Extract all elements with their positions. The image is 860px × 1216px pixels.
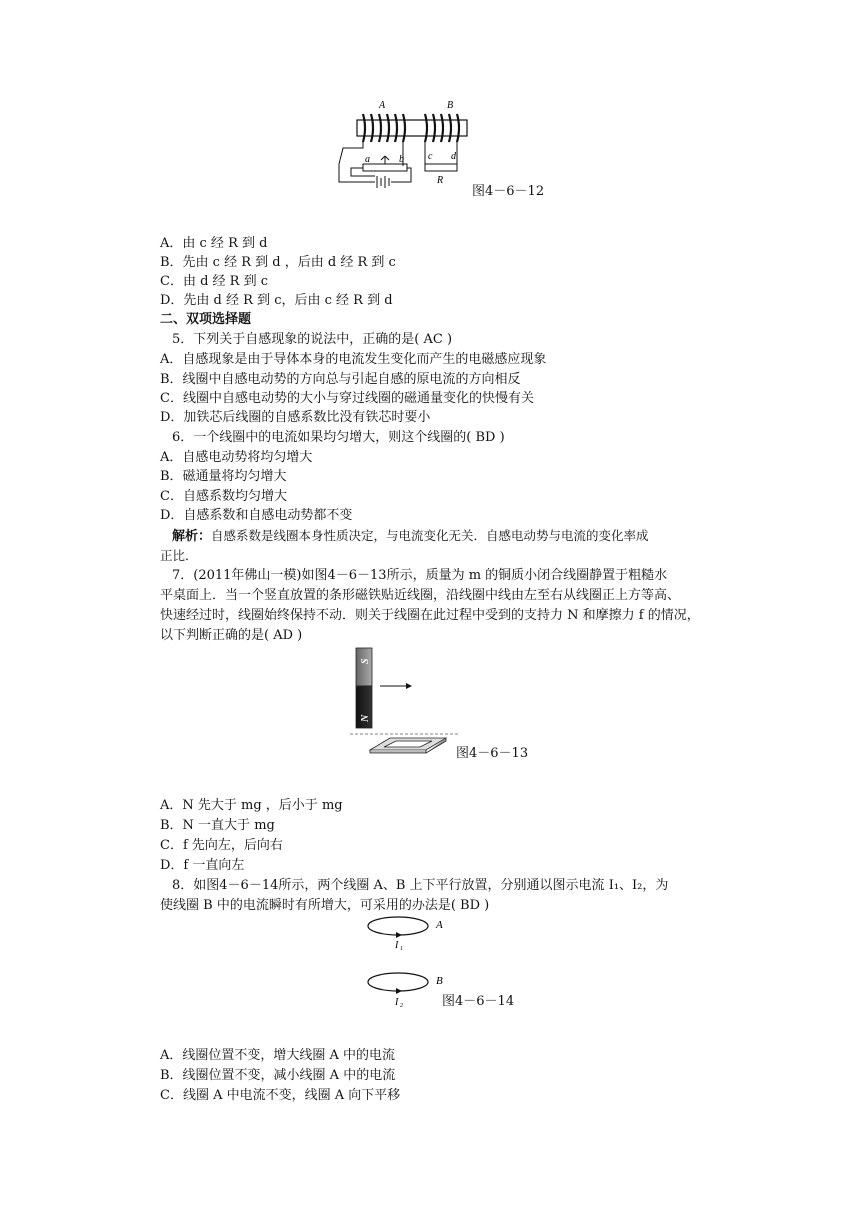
explanation-text-1: 自感系数是线圈本身性质决定，与电流变化无关．自感电动势与电流的变化率成 xyxy=(211,528,649,543)
label-A: A xyxy=(379,100,386,111)
current-i2-sub: 2 xyxy=(400,1003,403,1009)
current-i2-label: I xyxy=(395,997,399,1008)
explanation-label: 解析： xyxy=(172,529,212,544)
q5-option-b: B．线圈中自感电动势的方向总与引起自感的原电流的方向相反 xyxy=(160,372,521,387)
q8-stem-1: 8．如图4－6－14所示，两个线圈 A、B 上下平行放置，分别通以图示电流 I₁、I₂，为 xyxy=(172,878,669,893)
q6-option-d: D．自感系数和自感电动势都不变 xyxy=(160,508,353,523)
label-B: B xyxy=(447,100,454,111)
coil-a xyxy=(368,917,428,935)
label-a: a xyxy=(365,154,370,165)
current-i1-sub: 1 xyxy=(400,946,403,952)
figure-caption-4-6-12: 图4－6－12 xyxy=(472,184,545,199)
q8-option-a: A．线圈位置不变，增大线圈 A 中的电流 xyxy=(160,1048,396,1063)
section-title: 二、双项选择题 xyxy=(160,312,252,327)
q7-option-a: A．N 先大于 mg ，后小于 mg xyxy=(160,798,343,813)
figure-4-6-13 xyxy=(350,646,460,756)
q7-stem-3: 快速经过时，线圈始终保持不动．则关于线圈在此过程中受到的支持力 N 和摩擦力 f 的情况， xyxy=(160,608,700,623)
q5-option-a: A．自感现象是由于导体本身的电流发生变化而产生的电磁感应现象 xyxy=(160,352,547,367)
q4-option-a: A．由 c 经 R 到 d xyxy=(160,236,268,251)
q5-option-d: D．加铁芯后线圈的自感系数比没有铁芯时要小 xyxy=(160,410,431,425)
q4-option-d: D．先由 d 经 R 到 c，后由 c 经 R 到 d xyxy=(160,293,393,308)
q7-option-b: B．N 一直大于 mg xyxy=(160,818,275,833)
label-R: R xyxy=(437,175,444,186)
q8-option-b: B．线圈位置不变，减小线圈 A 中的电流 xyxy=(160,1068,396,1083)
q4-option-c: C．由 d 经 R 到 c xyxy=(160,274,268,289)
q6-option-b: B．磁通量将均匀增大 xyxy=(160,469,287,484)
current-i1-label: I xyxy=(395,940,399,951)
arrow-right-icon xyxy=(380,683,412,689)
q6-explanation xyxy=(172,526,649,547)
coil-ring xyxy=(370,738,446,753)
q6-option-a: A．自感电动势将均匀增大 xyxy=(160,450,313,465)
label-d: d xyxy=(451,151,456,162)
q7-stem-1: 7．(2011年佛山一模)如图4－6－13所示，质量为 m 的铜质小闭合线圈静置于粗糙水 xyxy=(172,568,668,583)
figure-caption-4-6-13: 图4－6－13 xyxy=(456,746,529,761)
magnet-label-s: S xyxy=(360,658,371,664)
q5-stem: 5．下列关于自感现象的说法中，正确的是( AC ) xyxy=(172,332,453,347)
q7-stem-4: 以下判断正确的是( AD ) xyxy=(160,628,303,643)
figure-4-6-12 xyxy=(335,98,475,190)
q6-stem: 6．一个线圈中的电流如果均匀增大，则这个线圈的( BD ) xyxy=(172,430,505,445)
q8-option-c: C．线圈 A 中电流不变，线圈 A 向下平移 xyxy=(160,1088,401,1103)
coil-a-label: A xyxy=(436,919,443,931)
label-b: b xyxy=(399,154,404,165)
q7-option-d: D．f 一直向左 xyxy=(160,858,245,873)
figure-caption-4-6-14: 图4－6－14 xyxy=(442,994,515,1009)
q8-stem-2: 使线圈 B 中的电流瞬时有所增大，可采用的办法是( BD ) xyxy=(160,898,490,913)
magnet-label-n: N xyxy=(360,714,371,722)
q6-option-c: C．自感系数均匀增大 xyxy=(160,489,287,504)
q7-option-c: C．f 先向左，后向右 xyxy=(160,838,283,853)
label-c: c xyxy=(428,151,433,162)
q5-option-c: C．线圈中自感电动势的大小与穿过线圈的磁通量变化的快慢有关 xyxy=(160,391,534,406)
coil-b-label: B xyxy=(436,975,443,987)
q6-explanation-cont: 正比． xyxy=(160,548,198,563)
q4-option-b: B．先由 c 经 R 到 d ，后由 d 经 R 到 c xyxy=(160,255,396,270)
magnet-south-half xyxy=(356,648,372,686)
coil-b xyxy=(368,973,428,991)
q7-stem-2: 平桌面上．当一个竖直放置的条形磁铁贴近线圈，沿线圈中线由左至右从线圈正上方等高、 xyxy=(160,588,681,603)
